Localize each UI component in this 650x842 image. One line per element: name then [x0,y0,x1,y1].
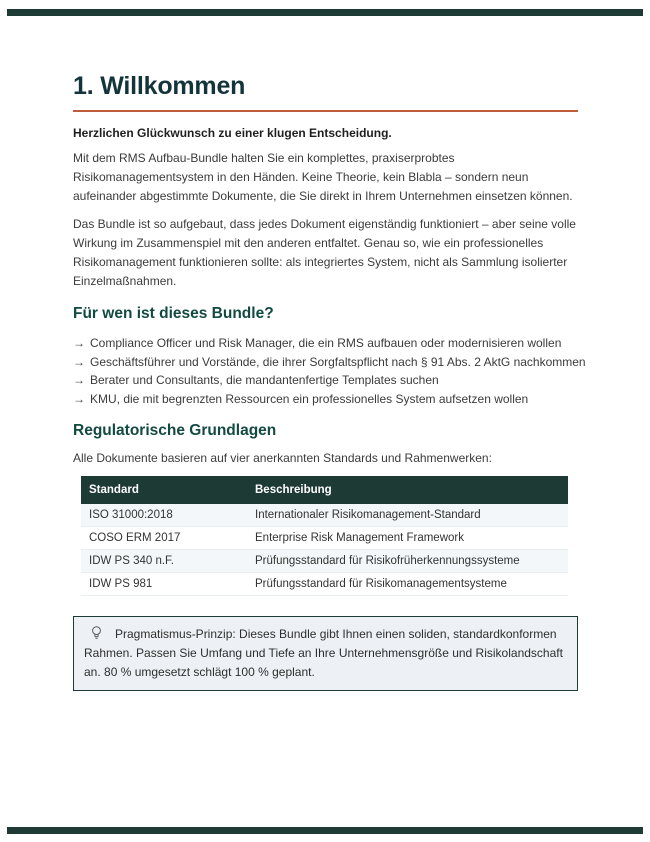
cell-standard: ISO 31000:2018 [81,504,247,527]
column-header-standard: Standard [81,476,247,504]
column-header-beschreibung: Beschreibung [247,476,568,504]
standards-table [81,476,568,596]
callout-text: Pragmatismus-Prinzip: Dieses Bundle gibt Ihnen einen soliden, standardkonformen Rahmen. Passen Sie Umfang und Tiefe an Ihre Unternehmensgröße und Risikolandschaft an. 80 % umgesetzt schlägt 100 % geplant. [84,627,563,679]
bullet-item [73,353,586,372]
audience-heading: Für wen ist dieses Bundle? [73,305,274,322]
cell-standard: IDW PS 340 n.F. [81,550,247,573]
bullet-text: Berater und Consultants, die mandantenfertige Templates suchen [90,373,439,387]
page-title: 1. Willkommen [73,72,578,112]
cell-beschreibung: Prüfungsstandard für Risikofrüherkennungssysteme [247,550,568,573]
bullet-item [73,334,578,353]
arrow-icon: → [73,354,85,369]
bullet-item [73,371,578,390]
lightbulb-icon [91,626,102,640]
bottom-decorative-bar [7,827,643,834]
standards-table-header [81,476,568,504]
lead-sentence: Herzlichen Glückwunsch zu einer klugen Entscheidung. [73,126,392,140]
bullet-item [73,390,578,409]
intro-paragraph-1: Mit dem RMS Aufbau-Bundle halten Sie ein komplettes, praxiserprobtes Risikomanagementsystem in den Händen. Keine Theorie, kein Blabla – sondern neun aufeinander abgestimmte Dokumente, die Sie direkt in Ihrem Unternehmen einsetzen können. [73,151,573,203]
cell-beschreibung: Enterprise Risk Management Framework [247,527,568,550]
regulatory-intro: Alle Dokumente basieren auf vier anerkannten Standards und Rahmenwerken: [73,451,492,465]
cell-beschreibung: Internationaler Risikomanagement-Standard [247,504,568,527]
bullet-text: Geschäftsführer und Vorstände, die ihrer Sorgfaltspflicht nach § 91 Abs. 2 AktG nachkommen [90,354,586,369]
regulatory-heading: Regulatorische Grundlagen [73,422,277,439]
intro-paragraph-2: Das Bundle ist so aufgebaut, dass jedes Dokument eigenständig funktioniert – aber seine volle Wirkung im Zusammenspiel mit den anderen entfaltet. Genau so, wie ein professionelles Risikomanagement funktionieren sollte: als integriertes System, nicht als Sammlung isolierter Einzelmaßnahmen. [73,217,576,288]
arrow-icon: → [73,391,85,406]
table-row [81,573,568,596]
bullet-text: KMU, die mit begrenzten Ressourcen ein professionelles System aufsetzen wollen [90,391,529,406]
table-row [81,550,568,573]
top-decorative-bar [7,9,643,16]
bullet-text: Compliance Officer und Risk Manager, die ein RMS aufbauen oder modernisieren wollen [90,336,562,350]
arrow-icon: → [73,336,85,350]
audience-list [73,334,586,408]
arrow-icon: → [73,373,85,387]
cell-standard: IDW PS 981 [81,573,247,596]
pragmatism-callout [73,616,578,691]
cell-standard: COSO ERM 2017 [81,527,247,550]
page-content [73,72,586,691]
table-row [81,504,568,527]
table-row [81,527,568,550]
cell-beschreibung: Prüfungsstandard für Risikomanagementsysteme [247,573,568,596]
standards-table-body [81,504,568,596]
